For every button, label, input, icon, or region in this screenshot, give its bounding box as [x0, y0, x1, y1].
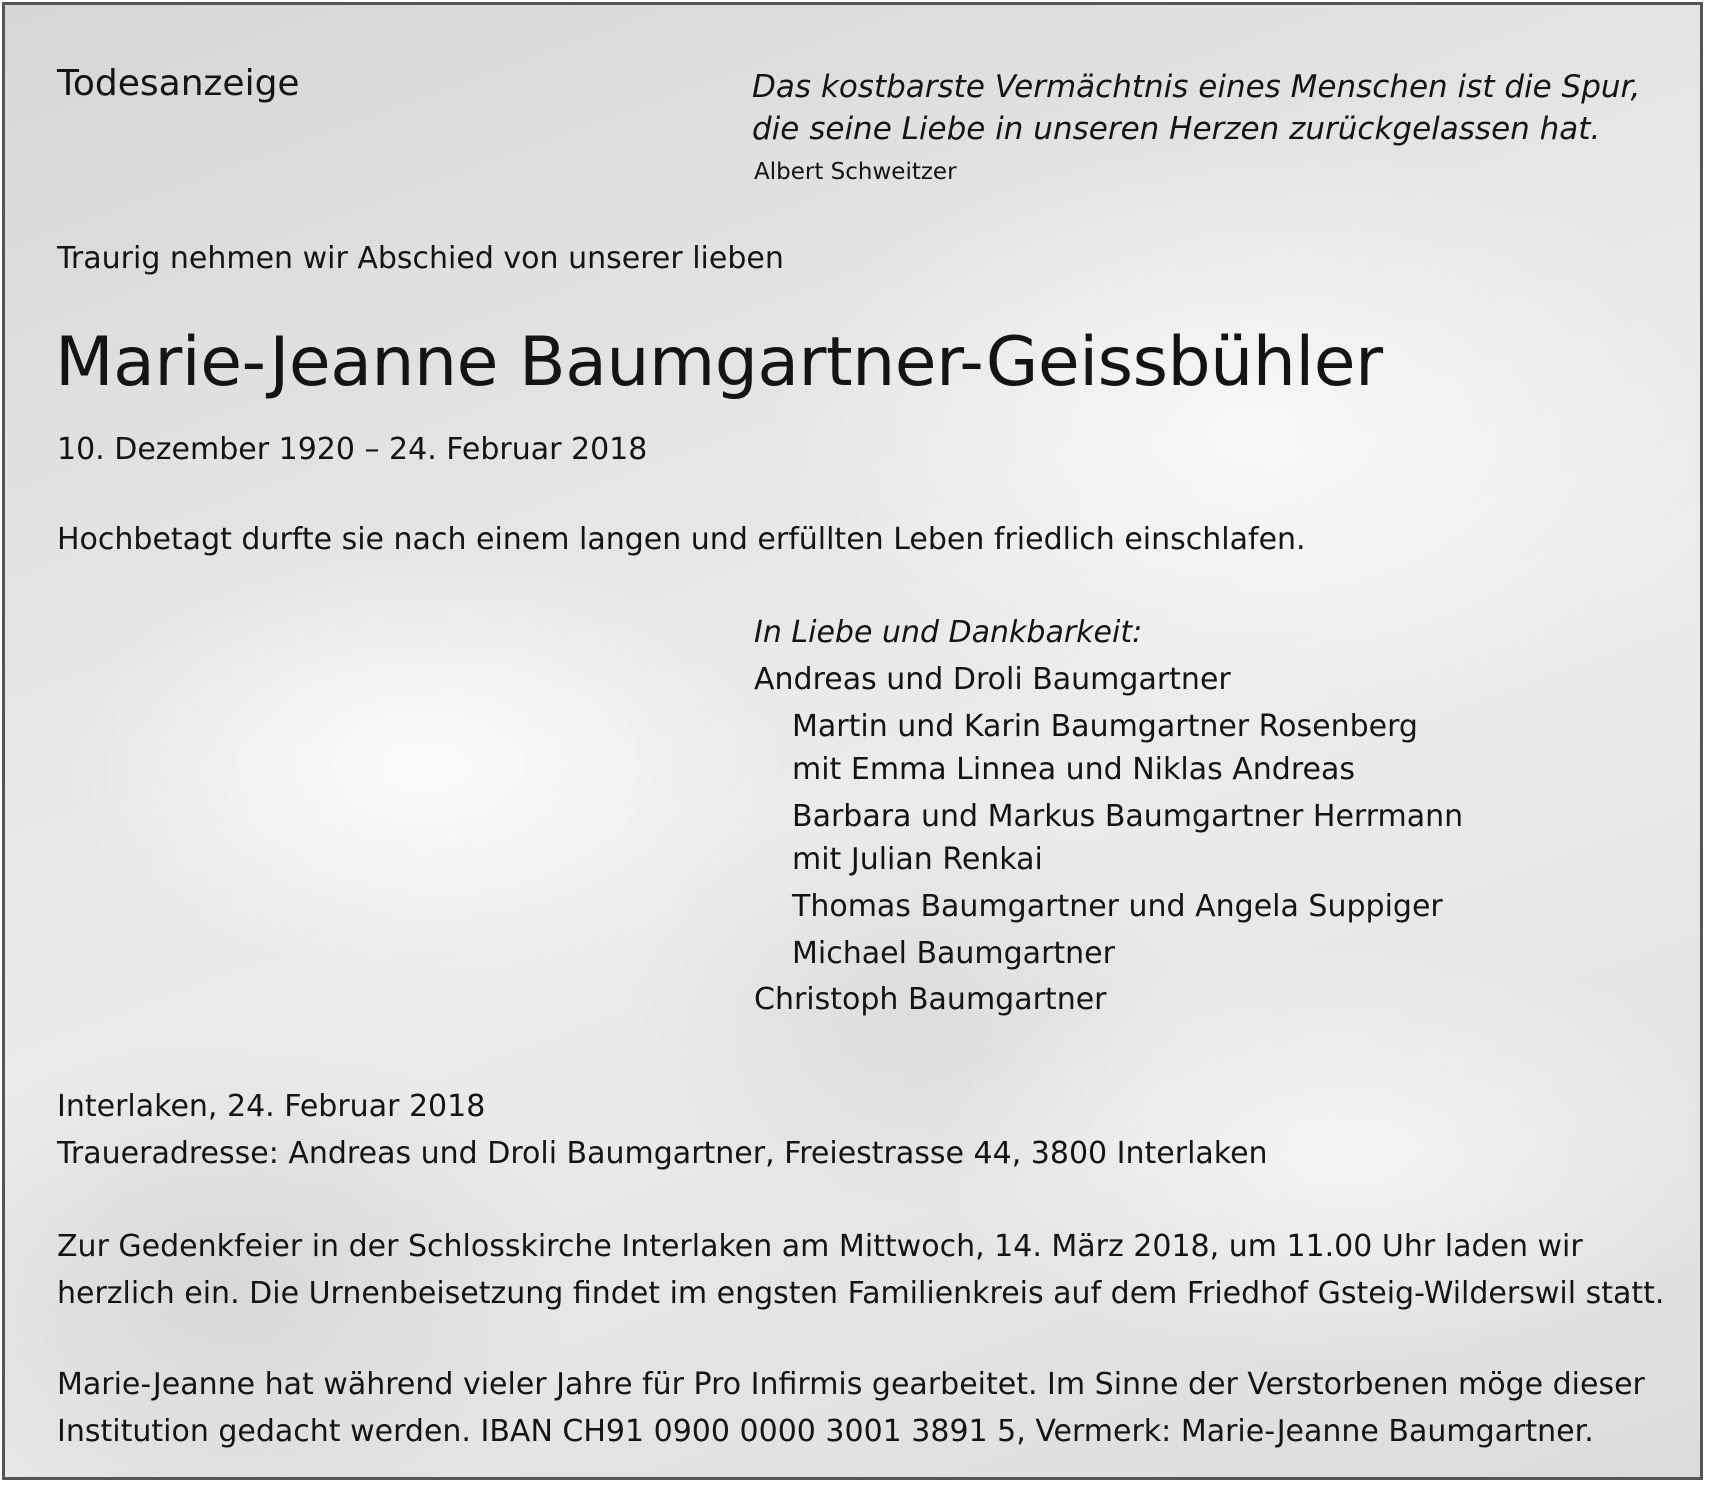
- death-notice: [2, 2, 1703, 1480]
- service-info: [57, 1223, 1664, 1317]
- mourners-heading: In Liebe und Dankbarkeit:: [754, 615, 1143, 650]
- life-dates: 10. Dezember 1920 – 24. Februar 2018: [57, 432, 648, 467]
- mourner-grandchild-line: Thomas Baumgartner und Angela Suppiger: [792, 889, 1443, 924]
- mourner-grandchild-line: Martin und Karin Baumgartner Rosenberg: [792, 709, 1418, 744]
- mourner-grandchild-line: mit Emma Linnea und Niklas Andreas: [792, 752, 1355, 787]
- mourner-grandchild-line: Barbara und Markus Baumgartner Herrmann: [792, 799, 1464, 834]
- quote-line-1: Das kostbarste Vermächtnis eines Menschen ist die Spur,: [752, 69, 1641, 105]
- mourner-grandchild: [754, 795, 1463, 881]
- place-date: Interlaken, 24. Februar 2018: [57, 1089, 486, 1124]
- donation-info: [57, 1361, 1645, 1455]
- deceased-name: Marie-Jeanne Baumgartner-Geissbühler: [55, 323, 1383, 402]
- mourner-grandchild-line: mit Julian Renkai: [792, 842, 1043, 877]
- service-line-1: Zur Gedenkfeier in der Schlosskirche Interlaken am Mittwoch, 14. März 2018, um 11.00 Uhr laden wir: [57, 1229, 1583, 1264]
- mourner-child: Andreas und Droli Baumgartner: [754, 662, 1231, 697]
- mourners-list: [754, 610, 1463, 1024]
- mourner-child: Christoph Baumgartner: [754, 982, 1107, 1017]
- notice-label: Todesanzeige: [57, 63, 300, 104]
- statement: Hochbetagt durfte sie nach einem langen und erfüllten Leben friedlich einschlafen.: [57, 522, 1306, 557]
- mourning-address: Traueradresse: Andreas und Droli Baumgartner, Freiestrasse 44, 3800 Interlaken: [57, 1136, 1268, 1171]
- intro-text: Traurig nehmen wir Abschied von unserer lieben: [57, 241, 784, 276]
- mourner-grandchild: [754, 885, 1463, 928]
- quote-line-2: die seine Liebe in unseren Herzen zurückgelassen hat.: [752, 111, 1601, 147]
- mourner-grandchild-line: Michael Baumgartner: [792, 936, 1115, 971]
- quote-author: Albert Schweitzer: [754, 159, 957, 185]
- place-and-address: [57, 1083, 1268, 1177]
- donation-line-1: Marie-Jeanne hat während vieler Jahre für Pro Infirmis gearbeitet. Im Sinne der Verstorbenen möge dieser: [57, 1367, 1645, 1402]
- service-line-2: herzlich ein. Die Urnenbeisetzung findet im engsten Familienkreis auf dem Friedhof Gsteig-Wilderswil statt.: [57, 1276, 1665, 1311]
- mourner-grandchild: [754, 932, 1463, 975]
- quote: [752, 66, 1640, 150]
- donation-line-2: Institution gedacht werden. IBAN CH91 0900 0000 3001 3891 5, Vermerk: Marie-Jeanne Baumgartner.: [57, 1414, 1594, 1449]
- mourner-grandchild: [754, 705, 1463, 791]
